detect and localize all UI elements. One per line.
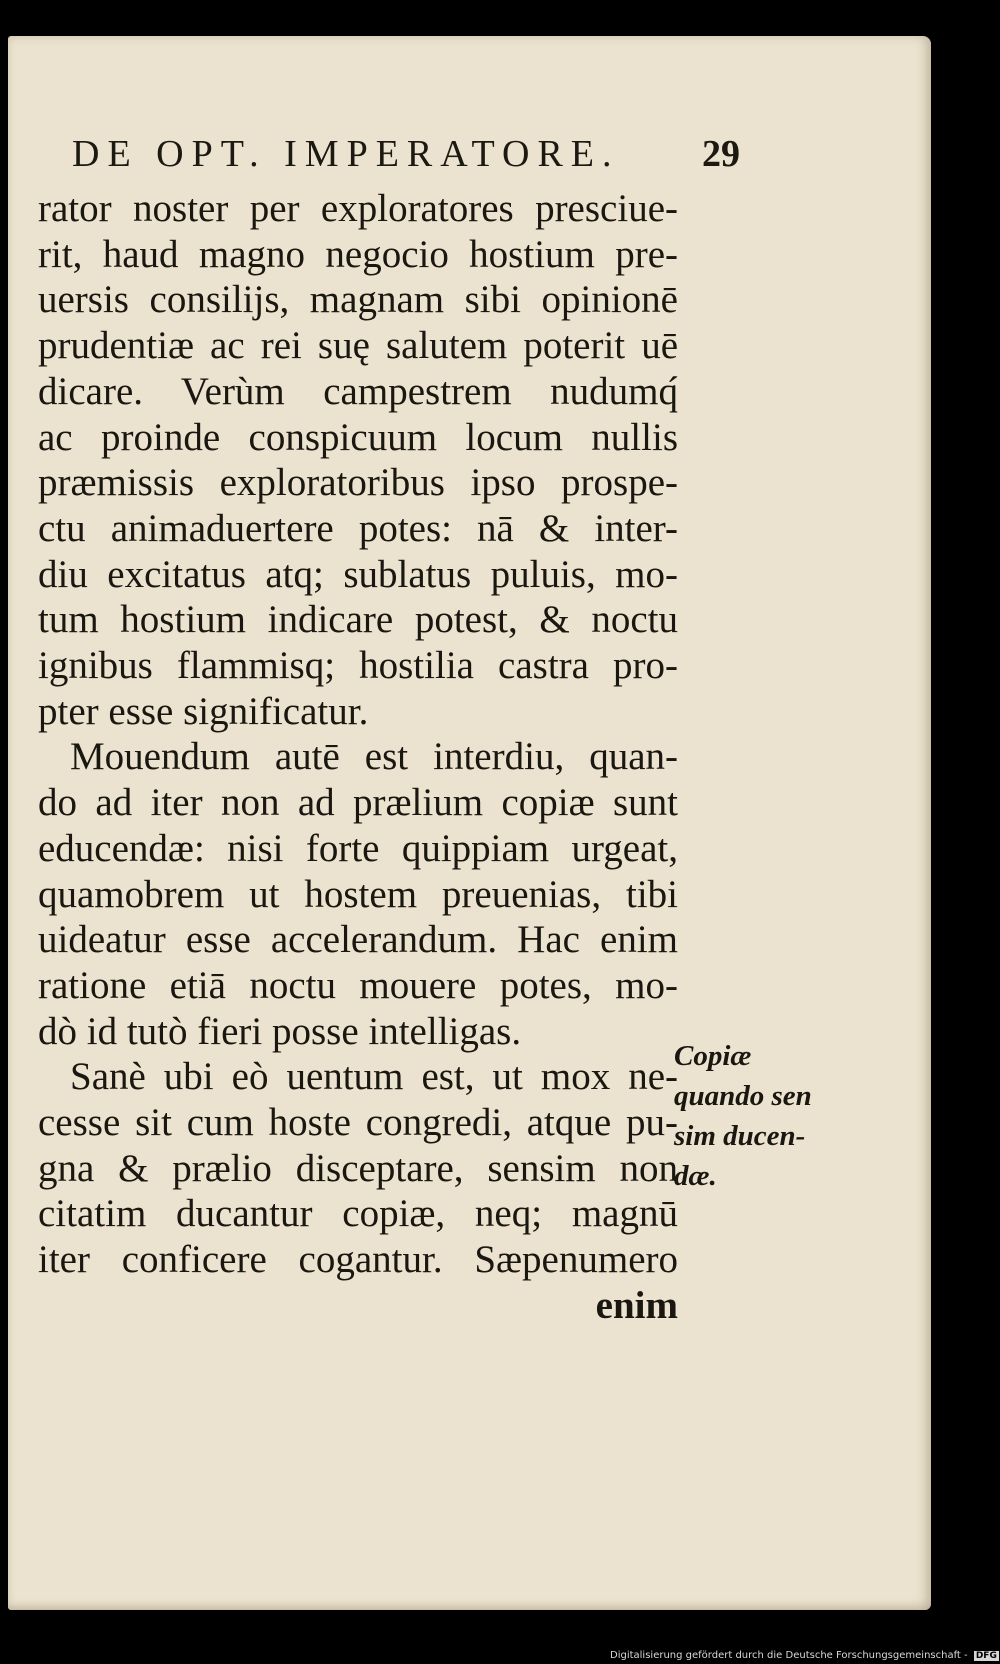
catchword: enim (595, 1283, 678, 1327)
marginal-note-line: quando sen (674, 1080, 812, 1112)
text-line: do ad iter non ad prælium copiæ sunt (38, 781, 678, 825)
text-line: dicare. Verùm campestrem nudumq́ (38, 369, 678, 413)
book-page (8, 36, 931, 1610)
marginal-note-line: sim ducen- (674, 1120, 806, 1152)
text-line: ratione etiā noctu mouere potes, mo- (38, 963, 678, 1007)
running-head-title: DE OPT. IMPERATORE. (72, 133, 620, 175)
text-line: ac proinde conspicuum locum nullis (38, 415, 678, 459)
text-line: gna & prælio disceptare, sensim non (38, 1146, 678, 1190)
text-line: prudentiæ ac rei suę salutem poterit uē (38, 324, 678, 368)
text-line: rator noster per exploratores presciue- (38, 187, 678, 230)
dfg-logo: DFG (975, 1651, 997, 1661)
text-line: pter esse significatur. (38, 689, 369, 733)
text-line: rit, haud magno negocio hostium pre- (38, 232, 678, 276)
text-line: tum hostium indicare potest, & noctu (38, 598, 678, 642)
text-line: Mouendum autē est interdiu, quan- (70, 735, 678, 779)
text-line: dò id tutò fieri posse intelligas. (38, 1009, 522, 1053)
text-line: citatim ducantur copiæ, neq; magnū (38, 1192, 678, 1236)
text-line: uideatur esse accelerandum. Hac enim (38, 918, 678, 962)
text-line: educendæ: nisi forte quippiam urgeat, (38, 826, 678, 870)
marginal-note-line: Copiæ (674, 1040, 752, 1072)
text-line: quamobrem ut hostem preuenias, tibi (38, 872, 678, 916)
text-line: iter conficere cogantur. Sæpenumero (38, 1238, 678, 1282)
marginal-note-line: dæ. (674, 1160, 717, 1192)
text-line: cesse sit cum hoste congredi, atque pu- (38, 1101, 678, 1145)
text-line: Sanè ubi eò uentum est, ut mox ne- (70, 1055, 678, 1099)
running-head (72, 132, 752, 176)
page-number: 29 (702, 133, 740, 175)
main-text-block (38, 186, 678, 1329)
text-line: ctu animaduertere potes: nā & inter- (38, 506, 678, 550)
text-line: uersis consilijs, magnam sibi opinionē (38, 278, 678, 322)
credit-text: Digitalisierung gefördert durch die Deutsche Forschungsgemeinschaft - (610, 1650, 968, 1661)
marginal-note (674, 1036, 844, 1196)
digitization-credit (610, 1650, 999, 1661)
text-line: ignibus flammisq; hostilia castra pro- (38, 644, 678, 688)
text-line: diu excitatus atq; sublatus puluis, mo- (38, 552, 678, 596)
text-line: præmissis exploratoribus ipso prospe- (38, 461, 678, 505)
